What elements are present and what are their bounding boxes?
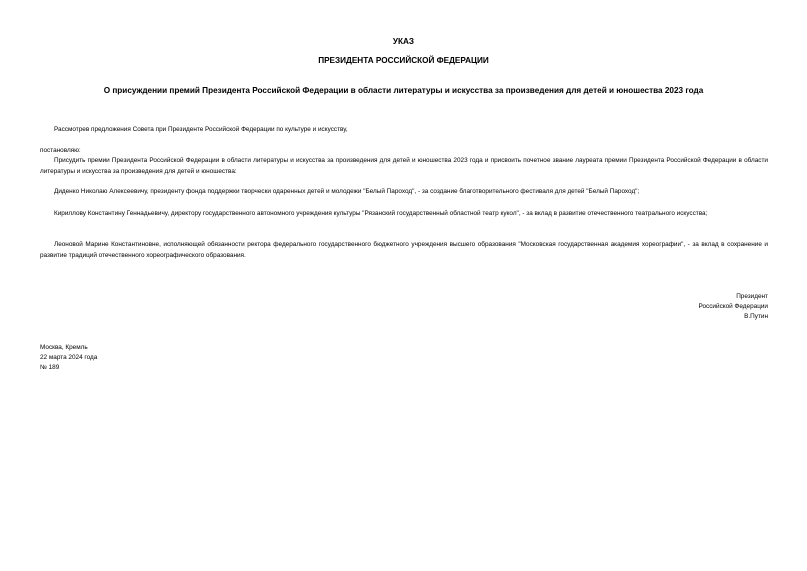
date-of-signing: 22 марта 2024 года xyxy=(40,354,98,361)
document-subtitle: ПРЕЗИДЕНТА РОССИЙСКОЙ ФЕДЕРАЦИИ xyxy=(318,56,489,65)
signature-office: Российской Федерации xyxy=(698,303,768,310)
signature-name: В.Путин xyxy=(744,313,768,320)
document-heading: О присуждении премий Президента Российской Федерации в области литературы и искусства за произведения для детей и юношества 2023 года xyxy=(103,86,704,95)
laureate-paragraph-2: Кириллову Константину Геннадьевичу, директору государственного автономного учреждения культуры "Рязанский государственный областной театр кукол", - за вклад в развитие отечественного театрального искусства; xyxy=(54,210,708,217)
decree-number: № 189 xyxy=(40,364,60,371)
decree-word: постановляю: xyxy=(40,147,81,154)
place-of-signing: Москва, Кремль xyxy=(40,344,88,351)
intro-paragraph: Рассмотрев предложения Совета при Президенте Российской Федерации по культуре и искусству, xyxy=(54,126,348,133)
laureate-paragraph-1: Диденко Николаю Алексеевичу, президенту фонда поддержки творчески одаренных детей и молодежи "Белый Пароход", - за создание благотворительного фестиваля для детей "Белый Пароход"; xyxy=(54,188,640,195)
document-title: УКАЗ xyxy=(392,37,415,46)
laureate-paragraph-3: Леоновой Марине Константиновне, исполняющей обязанности ректора федерального государственного бюджетного учреждения высшего образования "Московская государственная академия хореографии", - за вклад в сохранение и развитие традиций отечественного хореографического образования. xyxy=(40,241,768,259)
signature-title: Президент xyxy=(736,293,768,300)
main-clause-paragraph: Присудить премии Президента Российской Федерации в области литературы и искусства за произведения для детей и юношества 2023 года и присвоить почетное звание лауреата премии Президента Российской Федерации в области литературы и искусства за произведения для детей и юношества: xyxy=(40,157,768,175)
